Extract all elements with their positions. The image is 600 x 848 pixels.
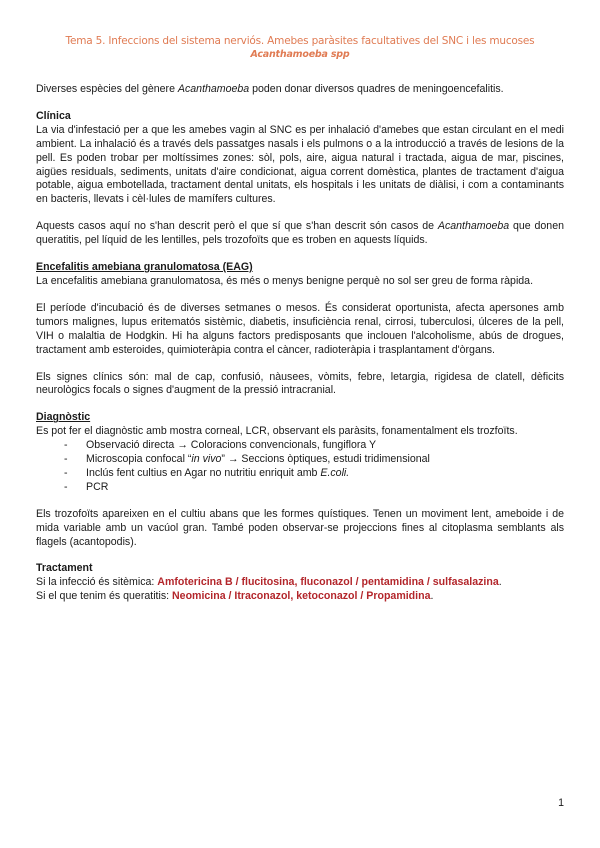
clinica-p2-text-end: que donen queratitis, pel líquid de les lentilles, pels trozofoïts que es troben en aquests líquids. <box>36 220 564 247</box>
section-heading-clinica: Clínica <box>36 109 71 122</box>
list-item: - Observació directa → Coloracions convencionals, fungiflora Y <box>64 439 564 453</box>
section-heading-tractament: Tractament <box>36 562 93 575</box>
genus-name: Acanthamoeba <box>437 220 510 233</box>
section-heading-diagnostic: Diagnòstic <box>36 411 91 424</box>
clinica-p2-text: Aquests casos aquí no s'han descrit però el que sí que s'han descrit són casos de <box>36 220 438 233</box>
eag-paragraph-1: La encefalitis amebiana granulomatosa, és més o menys benigne perquè no sol ser greu de forma ràpida. <box>36 274 534 287</box>
item-text-end: ” → Seccions òptiques, estudi tridimensional <box>221 453 430 466</box>
eag-paragraph-2: El període d'incubació és de diverses setmanes o mesos. És considerat oportunista, afecta apersones amb tumors malignes, lupus eritematós sistèmic, diabetis, insuficiència renal, cirrosi, tuberculosi, úlceres de la pell, VIH o malaltia de Hodgkin. Hi ha alguns factors predisposants que inclouen l'alcoholisme, abús de drogues, tractament amb esteroides, quimioteràpia contra el càncer, radioteràpia i trasplantament d'òrgans. <box>36 301 564 356</box>
page-number: 1 <box>558 797 564 809</box>
clinica-paragraph-2 <box>36 220 564 248</box>
item-text: Microscopia confocal “ <box>86 453 192 466</box>
item-text: Inclús fent cultius en Agar no nutritiu enriquit amb <box>86 466 321 479</box>
item-emphasis: in vivo <box>191 453 222 466</box>
item-emphasis: E.coli. <box>320 466 350 479</box>
intro-paragraph <box>36 83 564 97</box>
section-heading-eag: Encefalitis amebiana granulomatosa (EAG) <box>36 261 253 274</box>
diagnostic-methods-list <box>36 439 564 495</box>
list-item <box>64 467 564 481</box>
diagnostic-paragraph-2: Els trozofoïts apareixen en el cultiu abans que les formes quístiques. Tenen un moviment lent, ameboide i de mida variable amb un vacúol gran. També poden observar-se projeccions fines al citoplasma semblants als flagels (acantopodis). <box>36 507 564 548</box>
intro-text: Diverses espècies del gènere <box>36 83 178 95</box>
list-item: - PCR <box>64 481 564 495</box>
clinica-paragraph-1: La via d'infestació per a que les amebes vagin al SNC es per inhalació d'amebes que estan circulant en el medi ambient. La inhalació és a través dels passatges nasals i els pulmons o a la introducció a través de lesions de la pell. Es poden trobar per moltíssimes zones: sòl, pols, aire, aigua natural i tractada, aigua de mar, piscines, aigües residuals, sediments, unitats d'aire condicionat, aigua corrent domèstica, plantes de tractament d'aigua potable, aigua embotellada, tractament dental unitats, els hospitals i les unitats de diàlisi, i com a contaminants en bacteris, llevats i cèl·lules de mamífers cultures. <box>36 123 564 206</box>
document-page <box>36 34 564 604</box>
drug-list: Neomicina / Itraconazol, ketoconazol / Propamidina <box>172 590 431 603</box>
eag-paragraph-3: Els signes clínics són: mal de cap, confusió, nàusees, vòmits, febre, letargia, rigidesa de clatell, dèficits neurològics focals o signes d'augment de la pressió intracranial. <box>36 370 564 397</box>
treatment-label: Si el que tenim és queratitis: <box>36 590 173 603</box>
document-subtitle: Acanthamoeba spp <box>250 49 350 60</box>
tractament-line-1 <box>36 576 564 590</box>
tractament-line-2 <box>36 590 564 604</box>
treatment-label: Si la infecció és sitèmica: <box>36 576 158 589</box>
drug-list: Amfotericina B / flucitosina, fluconazol / pentamidina / sulfasalazina <box>157 576 499 589</box>
document-title: Tema 5. Infeccions del sistema nerviós. Amebes paràsites facultatives del SNC i les mucoses <box>65 35 535 47</box>
intro-text-end: poden donar diversos quadres de meningoencefalitis. <box>249 83 504 95</box>
genus-name: Acanthamoeba <box>177 83 250 95</box>
diagnostic-paragraph-1: Es pot fer el diagnòstic amb mostra corneal, LCR, observant els paràsits, fonamentalment els trozfoïts. <box>36 425 518 438</box>
list-item <box>64 453 564 467</box>
line-end: . <box>430 590 434 603</box>
line-end: . <box>498 576 502 589</box>
